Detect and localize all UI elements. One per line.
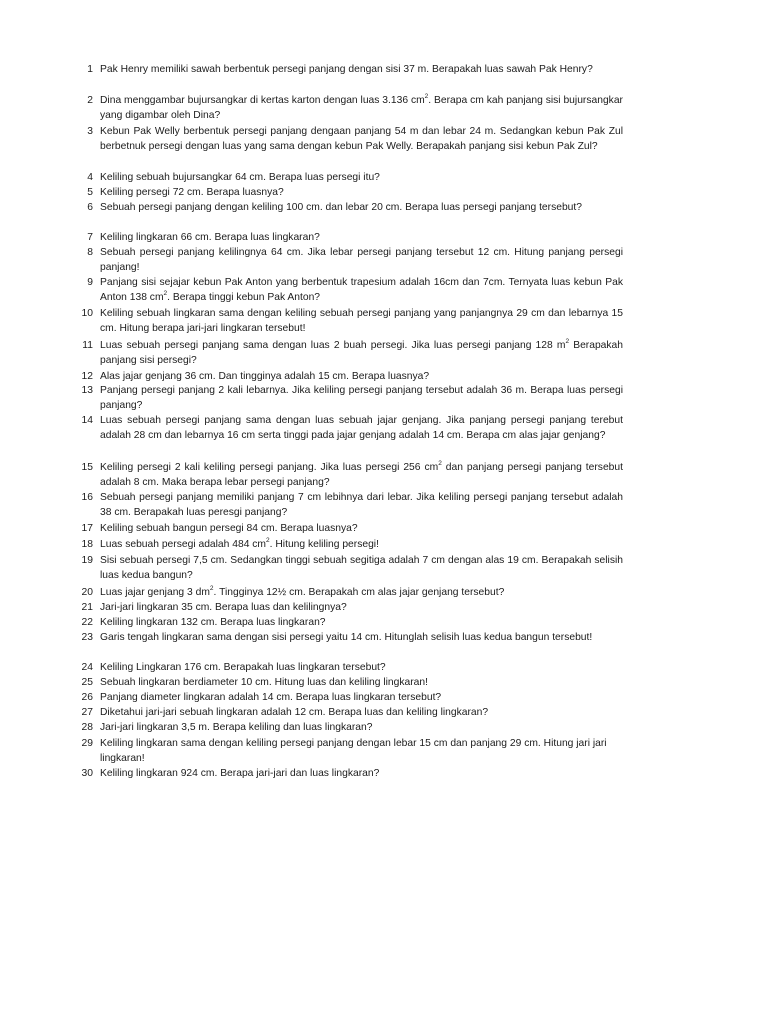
question-text: Dina menggambar bujursangkar di kertas karton dengan luas 3.136 $cm^2$. Berapa cm kah panjang sisi bujursangkar yang digambar oleh Dina? [100, 93, 623, 121]
question-text: Keliling lingkaran 924 cm. Berapa jari-jari dan luas lingkaran? [100, 768, 380, 779]
question-item [72, 600, 623, 615]
question-item [72, 275, 623, 305]
question-text: Garis tengah lingkaran sama dengan sisi persegi yaitu 14 cm. Hitunglah selisih luas kedua bangun tersebut! [100, 632, 593, 643]
question-text: Diketahui jari-jari sebuah lingkaran adalah 12 cm. Berapa luas dan keliling lingkaran? [100, 707, 489, 718]
question-text: Luas sebuah persegi panjang sama dengan luas 2 buah persegi. Jika luas persegi panjang 128 $m^2$ Berapakah panjang sisi persegi? [100, 338, 624, 366]
question-text: Keliling persegi 2 kali keliling persegi panjang. Jika luas persegi 256 $cm^2$ dan panjang persegi panjang tersebut adalah 8 cm. Maka berapa lebar persegi panjang? [100, 460, 623, 488]
question-number: 5 [87, 187, 93, 198]
question-text: Keliling Lingkaran 176 cm. Berapakah luas lingkaran tersebut? [100, 662, 386, 673]
question-number: 26 [81, 692, 93, 703]
question-number: 20 [81, 587, 93, 598]
question-item [72, 537, 623, 552]
question-item [72, 490, 623, 520]
question-item [72, 521, 623, 536]
question-item [72, 245, 623, 275]
question-number: 12 [81, 371, 93, 382]
question-number: 30 [81, 768, 93, 779]
question-number: 15 [81, 462, 93, 473]
question-text: Keliling persegi 72 cm. Berapa luasnya? [100, 187, 284, 198]
question-text: Alas jajar genjang 36 cm. Dan tingginya adalah 15 cm. Berapa luasnya? [100, 371, 430, 382]
question-number: 25 [81, 677, 93, 688]
question-number: 23 [81, 632, 93, 643]
question-number: 7 [87, 232, 93, 243]
question-text: Kebun Pak Welly berbentuk persegi panjang dengaan panjang 54 m dan lebar 24 m. Sedangkan kebun Pak Zul berbetnuk persegi dengan luas yang sama dengan kebun Pak Welly. Berapakah panjang sisi kebun Pak Zul? [100, 126, 623, 152]
question-text: Luas sebuah persegi panjang sama dengan luas sebuah jajar genjang. Jika panjang persegi panjang terebut adalah 28 cm dan lebarnya 16 cm serta tinggi pada jajar genjang adalah 14 cm. Berapa cm alas jajar genjang? [100, 415, 623, 441]
question-item [72, 660, 623, 675]
question-text: Luas jajar genjang 3 $dm^2$. Tingginya 12½ cm. Berapakah cm alas jajar genjang tersebut? [100, 585, 505, 598]
question-item [72, 766, 623, 781]
question-text: Sebuah persegi panjang memiliki panjang 7 cm lebihnya dari lebar. Jika keliling persegi panjang tersebut adalah 38 cm. Berapakah luas peresgi panjang? [100, 492, 623, 518]
question-item [72, 615, 623, 630]
question-number: 21 [81, 602, 93, 613]
question-number: 16 [81, 492, 93, 503]
question-number: 2 [87, 95, 93, 106]
question-text: Keliling lingkaran 66 cm. Berapa luas lingkaran? [100, 232, 320, 243]
question-item [72, 585, 623, 600]
question-text: Panjang diameter lingkaran adalah 14 cm. Berapa luas lingkaran tersebut? [100, 692, 442, 703]
question-text: Panjang sisi sejajar kebun Pak Anton yang berbentuk trapesium adalah 16cm dan 7cm. Ternyata luas kebun Pak Anton 138 $cm^2$. Berapa tinggi kebun Pak Anton? [100, 277, 623, 303]
question-text: Keliling lingkaran 132 cm. Berapa luas lingkaran? [100, 617, 326, 628]
question-text: Keliling sebuah bangun persegi 84 cm. Berapa luasnya? [100, 523, 358, 534]
question-item [72, 200, 623, 215]
question-number: 4 [87, 172, 93, 183]
question-text: Jari-jari lingkaran 35 cm. Berapa luas dan kelilingnya? [100, 602, 347, 613]
question-number: 22 [81, 617, 93, 628]
question-item [72, 93, 623, 123]
question-number: 27 [81, 707, 93, 718]
question-item [72, 553, 623, 583]
question-text: Sisi sebuah persegi 7,5 cm. Sedangkan tinggi sebuah segitiga adalah 7 cm dengan alas 19 cm. Berapakah selisih luas kedua bangun? [100, 555, 623, 581]
question-item [72, 230, 623, 245]
question-item [72, 690, 623, 705]
question-number: 10 [81, 308, 93, 319]
question-number: 1 [87, 64, 93, 75]
question-item [72, 720, 623, 735]
question-item [72, 170, 623, 185]
question-number: 3 [87, 126, 93, 137]
question-item [72, 124, 623, 154]
question-number: 11 [82, 340, 93, 351]
question-number: 29 [81, 738, 93, 749]
question-item [72, 630, 623, 645]
question-number: 19 [81, 555, 93, 566]
question-number: 9 [87, 277, 93, 288]
question-number: 24 [81, 662, 93, 673]
question-item [72, 306, 623, 336]
question-number: 14 [81, 415, 93, 426]
question-number: 13 [81, 385, 93, 396]
question-text: Keliling sebuah lingkaran sama dengan keliling sebuah persegi panjang yang panjangnya 29 cm dan lebarnya 15 cm. Hitung berapa jari-jari lingkaran tersebut! [100, 308, 623, 334]
question-text: Jari-jari lingkaran 3,5 m. Berapa keliling dan luas lingkaran? [100, 722, 373, 733]
question-text: Keliling lingkaran sama dengan keliling persegi panjang dengan lebar 15 cm dan panjang 29 cm. Hitung jari jari lingkaran! [100, 738, 607, 764]
question-item [72, 705, 623, 720]
question-item [72, 383, 623, 413]
question-number: 28 [81, 722, 93, 733]
question-item [72, 675, 623, 690]
question-text: Keliling sebuah bujursangkar 64 cm. Berapa luas persegi itu? [100, 172, 380, 183]
question-text: Panjang persegi panjang 2 kali lebarnya. Jika keliling persegi panjang tersebut adalah 36 m. Berapa luas persegi panjang? [100, 385, 623, 411]
question-number: 18 [81, 539, 93, 550]
question-text: Sebuah persegi panjang kelilingnya 64 cm. Jika lebar persegi panjang tersebut 12 cm. Hitung panjang persegi panjang! [100, 247, 623, 273]
question-number: 6 [87, 202, 93, 213]
question-text: Sebuah lingkaran berdiameter 10 cm. Hitung luas dan keliling lingkaran! [100, 677, 428, 688]
question-number: 8 [87, 247, 93, 258]
question-item [72, 369, 623, 384]
question-item [72, 736, 623, 766]
question-text: Luas sebuah persegi adalah 484 $cm^2$. Hitung keliling persegi! [100, 537, 379, 550]
question-text: Pak Henry memiliki sawah berbentuk persegi panjang dengan sisi 37 m. Berapakah luas sawah Pak Henry? [100, 64, 593, 75]
question-text: Sebuah persegi panjang dengan keliling 100 cm. dan lebar 20 cm. Berapa luas persegi panjang tersebut? [100, 202, 582, 213]
question-item [72, 460, 623, 490]
question-item [72, 185, 623, 200]
question-item [72, 413, 623, 443]
question-item [72, 62, 623, 77]
question-number: 17 [81, 523, 93, 534]
question-item [72, 338, 623, 368]
